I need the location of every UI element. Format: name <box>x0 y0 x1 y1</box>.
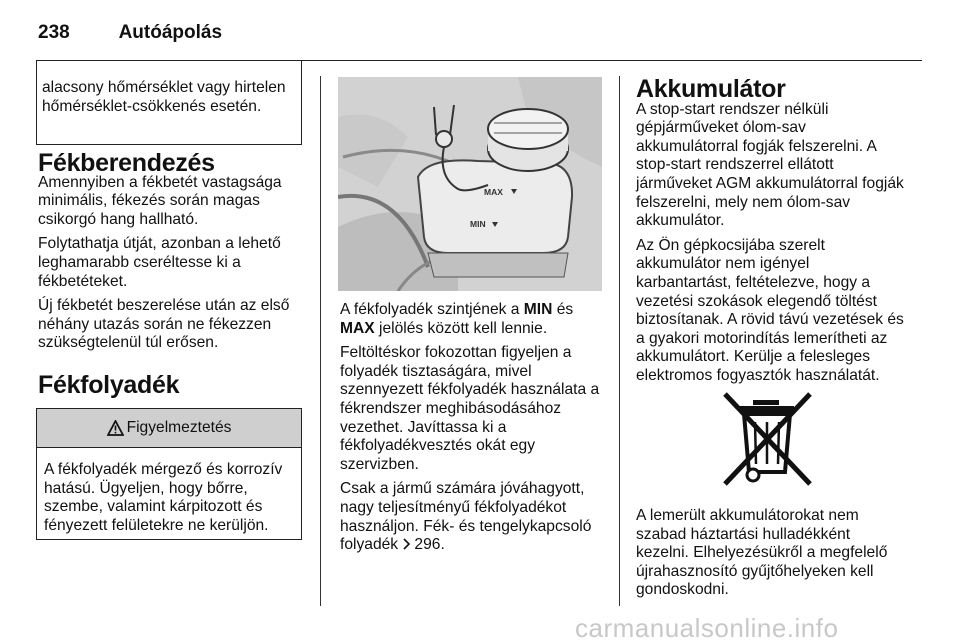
fluid-level-text-a: A fékfolyadék szintjének a <box>340 301 524 318</box>
battery-paragraph-2: Az Ön gépkocsijába szerelt akkumulátor nem igényel karbantartást, feltételezve, hogy a vezetési szokások elegendő töltést biztosítanak. A rövid távú vezetések és a gyakori motorindítás lemerítheti az akkumulátort. Kerülje a felesleges elektromos fogyasztók használatát. <box>636 236 904 384</box>
page-number: 238 <box>38 22 70 43</box>
crossed-out-bin-icon <box>715 386 820 491</box>
brakes-paragraph-1: Amennyiben a fékbetét vastagsága minimális, fékezés során magas csikorgó hang hallható. <box>38 173 282 228</box>
min-label: MIN <box>523 301 553 318</box>
page-reference-number[interactable]: 296. <box>414 536 445 554</box>
brake-fluid-section <box>38 371 180 399</box>
brake-fluid-reservoir-image <box>338 77 602 291</box>
page-title: Autóápolás <box>118 22 223 43</box>
warning-text: A fékfolyadék mérgező és korrozív hatású. Ügyeljen, hogy bőrre, szembe, valamint kárpitozott és fényezett felületekre ne kerüljön. <box>44 461 283 534</box>
continued-note-box <box>36 61 302 145</box>
battery-heading: Akkumulátor <box>636 75 786 103</box>
battery-paragraph-3: A lemerült akkumulátorokat nem szabad háztartási hulladékként kezelni. Elhelyezésükről a megfelelő újrahasznosító gyűjtőhelyeken kell gondoskodni. <box>636 507 888 599</box>
brakes-paragraph-2: Folytathatja útját, azonban a lehető leghamarabb cseréltesse ki a fékbetéteket. <box>38 235 281 290</box>
brake-fluid-text <box>340 301 615 561</box>
brakes-heading: Fékberendezés <box>38 149 215 177</box>
battery-section <box>636 75 904 392</box>
page-header <box>38 22 222 44</box>
approved-fluid-paragraph <box>340 480 615 554</box>
reservoir-illustration <box>338 77 602 291</box>
battery-disposal-section <box>636 507 904 606</box>
page-reference-icon <box>402 538 411 550</box>
brakes-section <box>38 149 306 359</box>
brake-fluid-heading: Fékfolyadék <box>38 371 180 399</box>
watermark: carmanualsonline.info <box>575 613 839 643</box>
fluid-level-text-c: jelölés között kell lennie. <box>374 319 548 337</box>
warning-triangle-icon <box>107 420 124 436</box>
fluid-level-paragraph <box>340 301 615 338</box>
min-mark-label: MIN <box>470 219 486 229</box>
refill-cleanliness-paragraph: Feltöltéskor fokozottan figyeljen a folyadék tisztaságára, mivel szennyezett fékfolyadék használata a fékrendszer meghibásodásához vezethet. Javíttassa ki a fékfolyadékvesztés okát egy szervizben. <box>340 344 600 473</box>
max-label: MAX <box>340 319 375 337</box>
battery-paragraph-1: A stop-start rendszer nélküli gépjárműveket ólom-sav akkumulátorral fogják felszerelni. A stop-start rendszerrel ellátott járműveket AGM akkumulátorral fogják felszerelni, mely nem ólom-sav akkumulátor. <box>636 100 904 230</box>
warning-box <box>36 408 302 540</box>
max-mark-label: MAX <box>484 187 503 197</box>
approved-fluid-text: Csak a jármű számára jóváhagyott, nagy teljesítményű fékfolyadékot használjon. Fék- és tengelykapcsoló folyadék <box>340 480 592 554</box>
fluid-level-text-b: és <box>552 301 574 318</box>
warning-header <box>37 409 301 448</box>
brakes-paragraph-3: Új fékbetét beszerelése után az első néhány utazás során ne fékezzen szükségtelenül túl erősen. <box>38 297 290 352</box>
warning-title: Figyelmeztetés <box>126 419 232 436</box>
column-divider-2 <box>619 76 620 606</box>
continued-text: alacsony hőmérséklet vagy hirtelen hőmérséklet-csökkenés esetén. <box>42 79 286 115</box>
column-divider-1 <box>320 76 321 606</box>
